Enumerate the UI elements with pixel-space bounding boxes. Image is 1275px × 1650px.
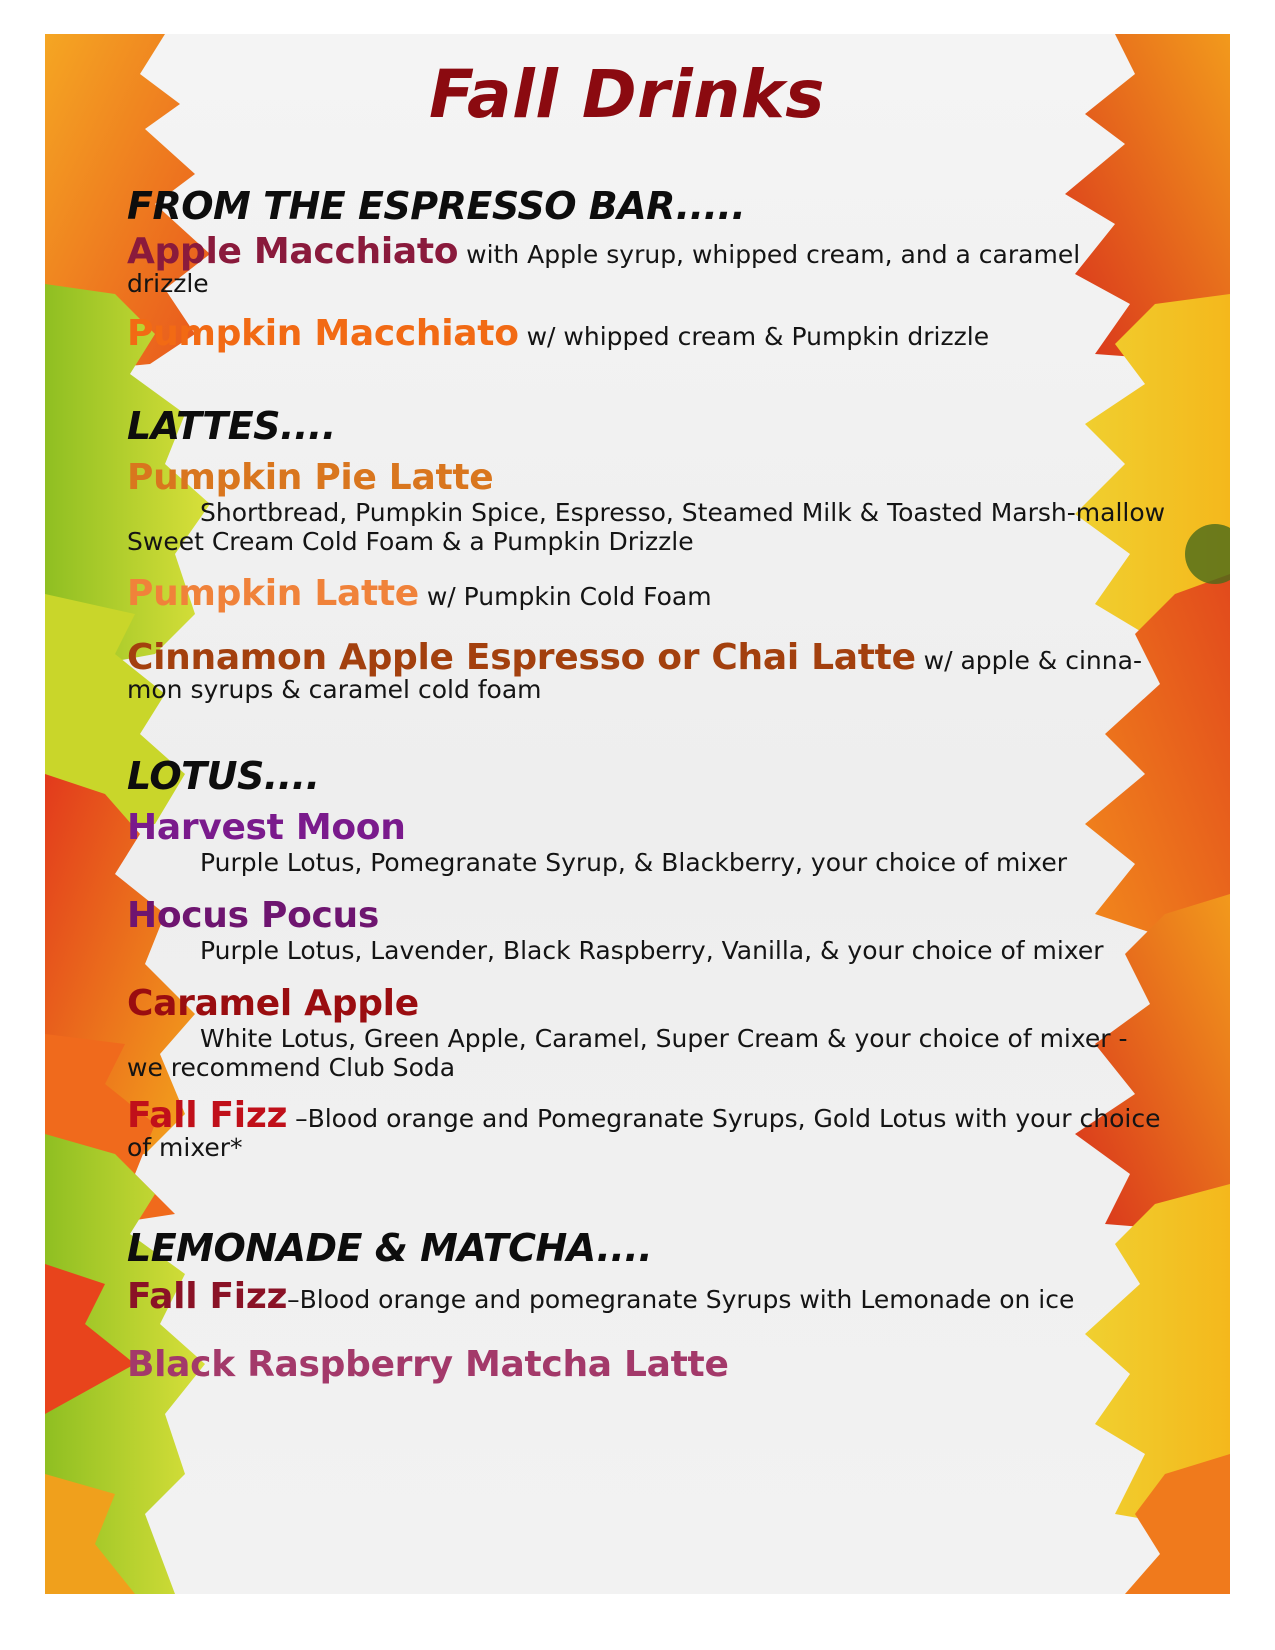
menu-item-harvest-moon	[127, 808, 1167, 877]
menu-item-cinnamon-apple-latte	[127, 637, 1167, 704]
menu-item-pumpkin-macchiato	[127, 313, 1167, 354]
item-description: –Blood orange and pomegranate Syrups with Lemonade on ice	[287, 1285, 1075, 1314]
section-heading-espresso-bar: FROM THE ESPRESSO BAR.....	[127, 184, 746, 228]
item-name: Pumpkin Macchiato	[127, 313, 519, 354]
menu-item-black-raspberry-matcha	[127, 1344, 1167, 1385]
menu-item-pumpkin-pie-latte	[127, 458, 1167, 556]
item-description: w/ Pumpkin Cold Foam	[418, 582, 712, 611]
item-name: Fall Fizz	[127, 1095, 288, 1136]
menu-item-apple-macchiato	[127, 231, 1167, 298]
item-description: Purple Lotus, Lavender, Black Raspberry, Vanilla, & your choice of mixer	[200, 936, 1104, 965]
menu-item-fall-fizz-lotus	[127, 1095, 1167, 1162]
item-description: White Lotus, Green Apple, Caramel, Super Cream & your choice of mixer - we recommend Club Soda	[127, 1024, 1128, 1082]
menu-title: Fall Drinks	[429, 56, 825, 133]
item-name: Pumpkin Pie Latte	[127, 457, 494, 498]
item-description: w/ apple & cinna-mon syrups & caramel cold foam	[127, 646, 1142, 704]
menu-item-caramel-apple	[127, 984, 1167, 1082]
section-heading-lemonade-matcha: LEMONADE & MATCHA....	[127, 1226, 653, 1270]
item-name: Pumpkin Latte	[127, 573, 419, 614]
menu-item-hocus-pocus	[127, 896, 1167, 965]
section-heading-lattes: LATTES....	[127, 404, 336, 448]
item-description: Shortbread, Pumpkin Spice, Espresso, Steamed Milk & Toasted Marsh-mallow Sweet Cream Cold Foam & a Pumpkin Drizzle	[127, 498, 1166, 556]
item-description: Purple Lotus, Pomegranate Syrup, & Blackberry, your choice of mixer	[200, 848, 1068, 877]
item-name: Cinnamon Apple Espresso or Chai Latte	[127, 637, 916, 678]
menu-page	[45, 34, 1230, 1594]
item-name: Apple Macchiato	[127, 231, 459, 272]
item-name: Hocus Pocus	[127, 895, 380, 936]
section-heading-lotus: LOTUS....	[127, 754, 320, 798]
menu-item-fall-fizz-lemonade	[127, 1276, 1167, 1317]
item-name: Black Raspberry Matcha Latte	[127, 1344, 729, 1385]
menu-item-pumpkin-latte	[127, 573, 1167, 614]
item-description: with Apple syrup, whipped cream, and a caramel drizzle	[127, 240, 1081, 298]
item-description: –Blood orange and Pomegranate Syrups, Gold Lotus with your choice of mixer*	[127, 1104, 1161, 1162]
item-description: w/ whipped cream & Pumpkin drizzle	[518, 322, 990, 351]
item-name: Fall Fizz	[127, 1276, 288, 1317]
item-name: Caramel Apple	[127, 983, 419, 1024]
item-name: Harvest Moon	[127, 807, 406, 848]
